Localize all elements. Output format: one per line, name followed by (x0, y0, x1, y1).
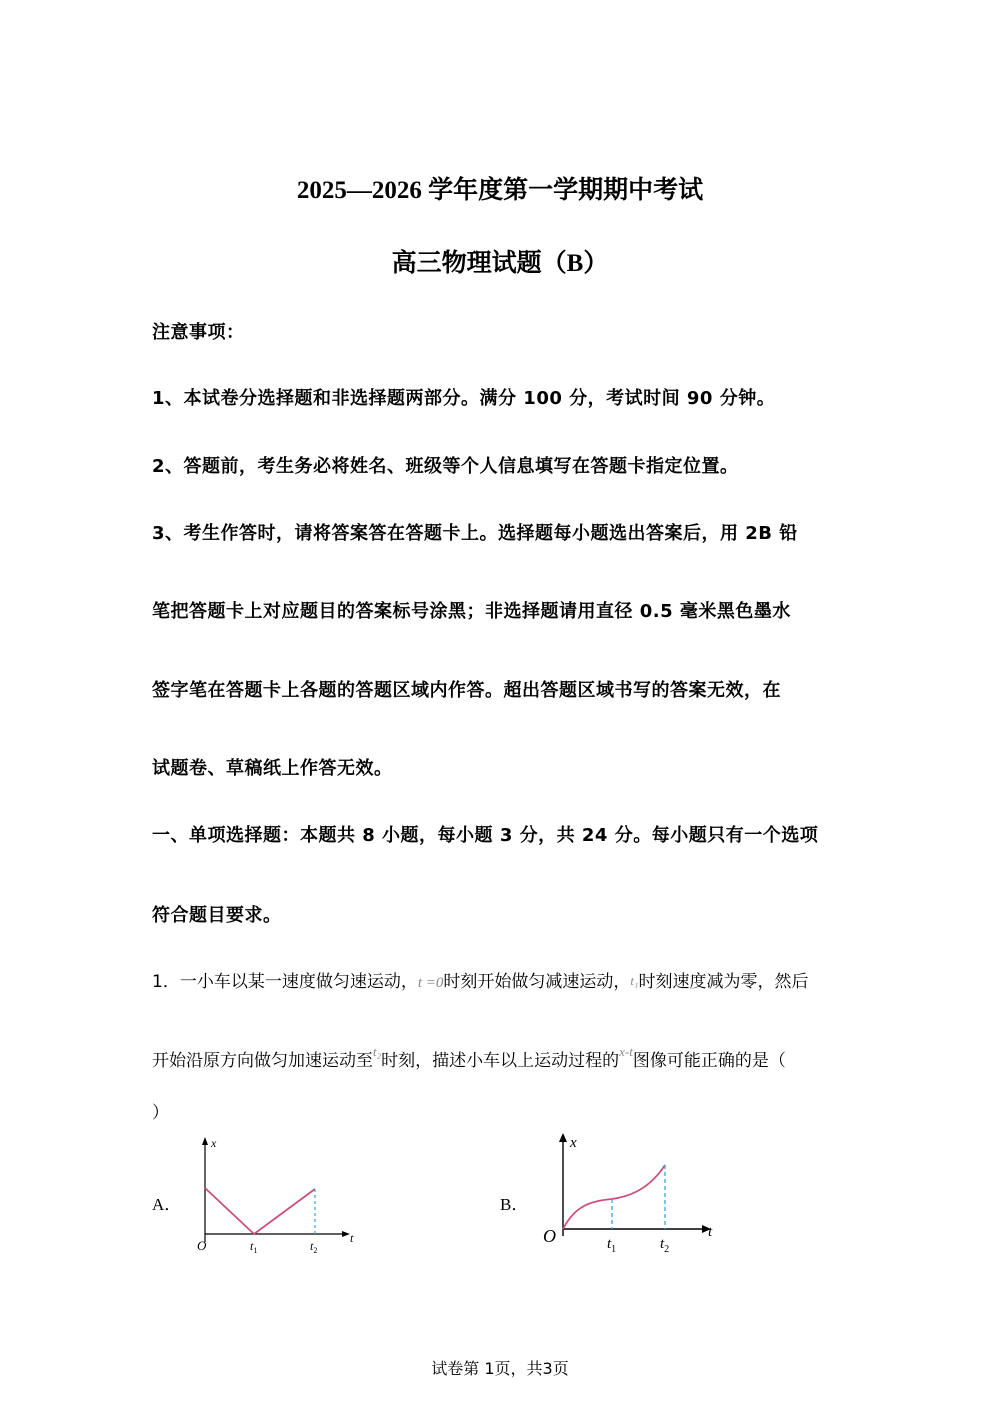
origin-label: O (197, 1238, 207, 1253)
section-1-line-2: 符合题目要求。 (152, 905, 282, 926)
page-footer: 试卷第 1页，共3页 (431, 1359, 569, 1378)
exam-title: 2025—2026 学年度第一学期期中考试 (296, 177, 704, 204)
math-t2: t₂ (373, 1044, 382, 1059)
notice-item-1: 1、本试卷分选择题和非选择题两部分。满分 100 分，考试时间 90 分钟。 (152, 388, 776, 409)
notice-item-3-line-4: 试题卷、草稿纸上作答无效。 (152, 758, 393, 779)
x-axis-label: t (350, 1231, 354, 1245)
question-1-text: 1．一小车以某一速度做匀速运动， (152, 972, 418, 992)
x-t-curve (205, 1188, 315, 1234)
notice-item-2: 2、答题前，考生务必将姓名、班级等个人信息填写在答题卡指定位置。 (152, 456, 739, 477)
notice-item-3-line-3: 签字笔在答题卡上各题的答题区域内作答。超出答题区域书写的答案无效，在 (152, 680, 781, 701)
t1-label: $t_1$ (607, 1236, 617, 1255)
question-1-line-2 (152, 1046, 786, 1071)
y-axis-label: x (570, 1135, 577, 1151)
x-axis-arrow (342, 1231, 350, 1237)
notice-heading: 注意事项： (152, 322, 245, 343)
y-axis-arrow (202, 1137, 208, 1145)
question-1-text: 图像可能正确的是（ (632, 1051, 786, 1071)
notice-item-3-line-1: 3、考生作答时，请将答案答在答题卡上。选择题每小题选出答案后，用 2B 铅 (152, 523, 798, 544)
x-t-curve (563, 1165, 665, 1229)
option-b-label[interactable]: B． (500, 1195, 529, 1214)
option-a-label[interactable]: A． (152, 1195, 182, 1214)
t2-label: $t_2$ (660, 1236, 670, 1255)
question-1-text: 时刻，描述小车以上运动过程的 (381, 1051, 620, 1071)
option-a-graph[interactable] (190, 1132, 370, 1257)
math-t1: t₁ (630, 973, 639, 988)
question-1-line-1 (152, 967, 809, 992)
exam-subtitle: 高三物理试题（B） (391, 250, 609, 277)
math-t-zero: t =0 (417, 975, 444, 991)
math-x-t: x-t (619, 1044, 633, 1059)
section-1-line-1: 一、单项选择题：本题共 8 小题，每小题 3 分，共 24 分。每小题只有一个选项 (152, 825, 819, 846)
t2-label: $t_2$ (310, 1239, 318, 1255)
y-axis-arrow (559, 1133, 567, 1142)
x-axis-label: t (708, 1224, 713, 1240)
question-1-line-3: ） (152, 1103, 169, 1123)
option-b-graph[interactable] (540, 1128, 725, 1258)
y-axis-label: x (211, 1136, 217, 1150)
t1-label: $t_1$ (250, 1239, 258, 1255)
origin-label: O (543, 1226, 556, 1246)
question-1-text: 开始沿原方向做匀加速运动至 (152, 1051, 373, 1071)
question-1-text: 时刻开始做匀减速运动， (443, 972, 631, 992)
notice-item-3-line-2: 笔把答题卡上对应题目的答案标号涂黑；非选择题请用直径 0.5 毫米黑色墨水 (152, 601, 791, 622)
question-1-text: 时刻速度减为零，然后 (638, 972, 809, 992)
